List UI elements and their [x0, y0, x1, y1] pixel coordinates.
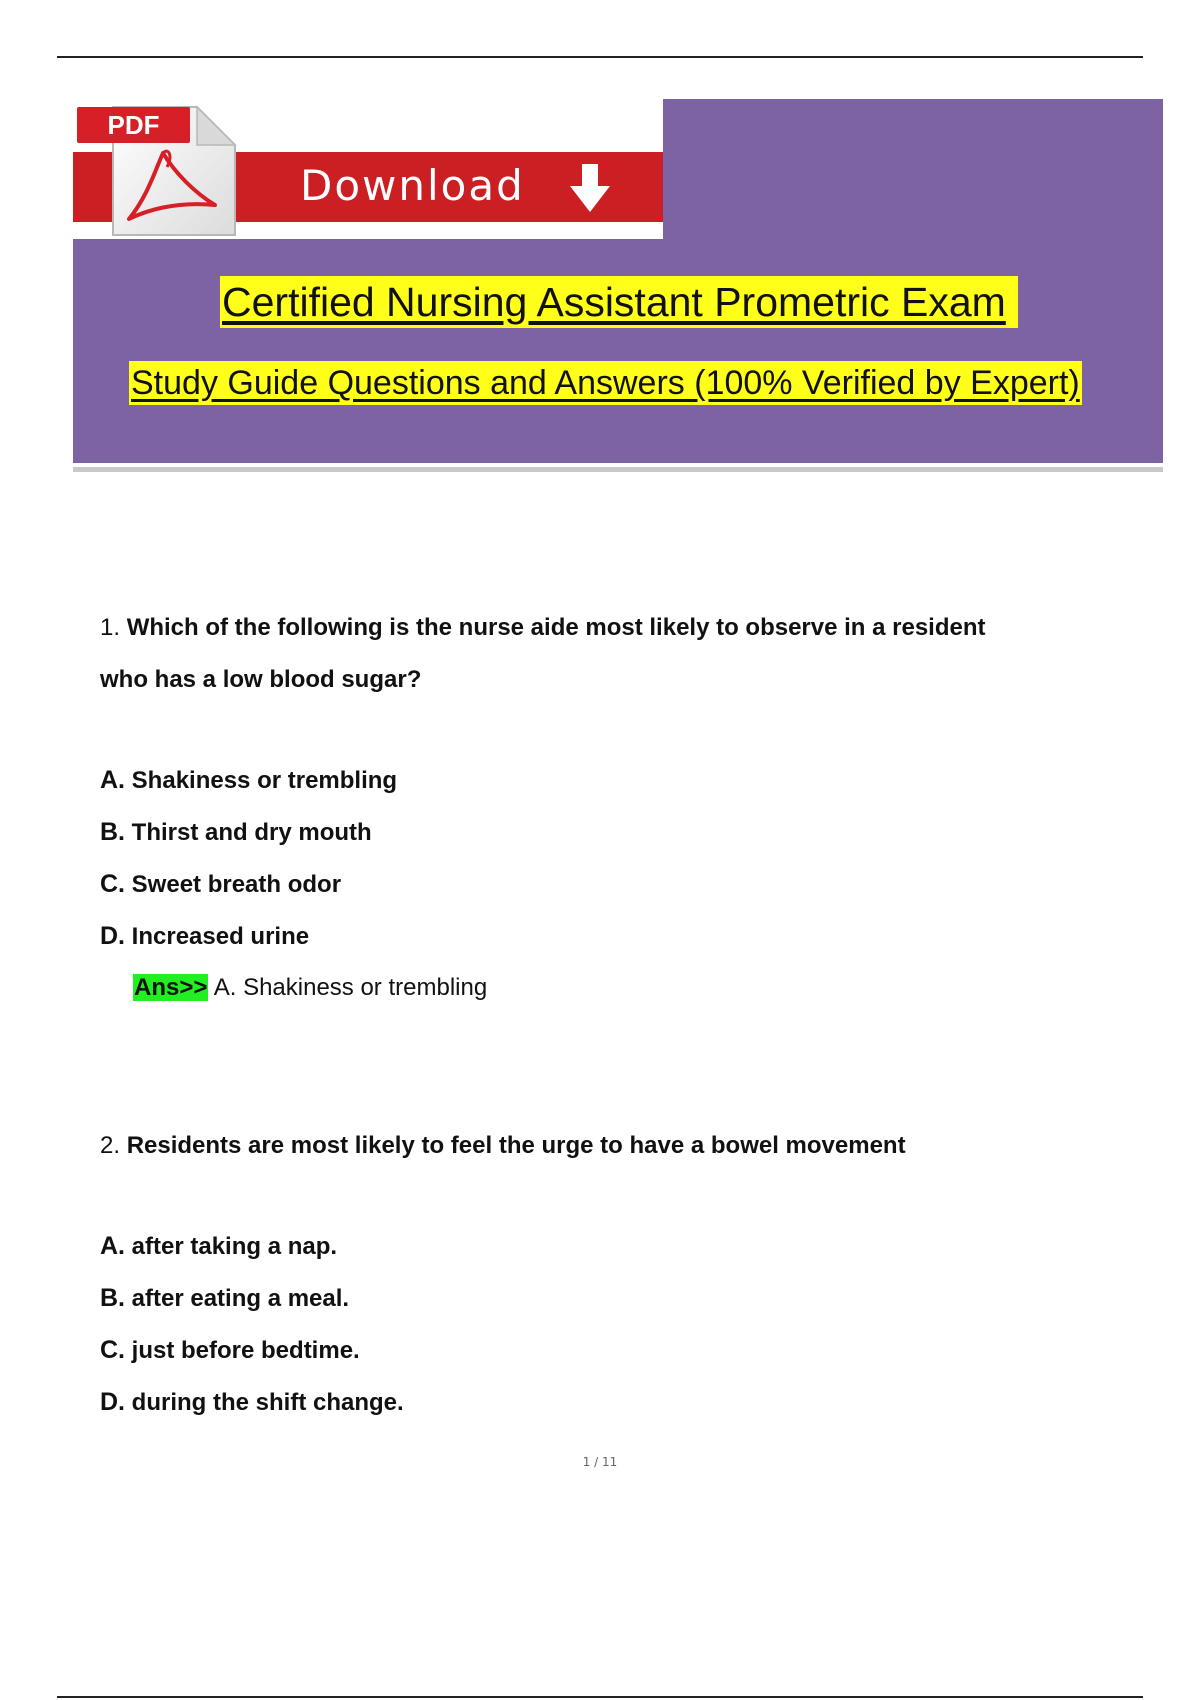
download-arrow-icon[interactable]	[568, 162, 612, 214]
option-d	[100, 910, 309, 962]
option-text: Shakiness or trembling	[131, 767, 398, 794]
option-text: after taking a nap.	[131, 1233, 338, 1260]
option-b	[100, 806, 372, 858]
top-rule	[57, 56, 1143, 58]
option-c	[100, 1324, 360, 1376]
question-number: 1.	[100, 614, 121, 641]
option-text: Thirst and dry mouth	[131, 819, 372, 846]
question-text: Which of the following is the nurse aide most likely to observe in a resident	[126, 614, 986, 641]
page-indicator: 1 / 11	[582, 1455, 618, 1469]
option-c	[100, 858, 341, 910]
option-a	[100, 754, 397, 806]
banner-divider	[73, 467, 1163, 472]
question-number: 2.	[100, 1132, 121, 1159]
option-letter: C.	[100, 870, 125, 898]
answer-tag: Ans>>	[134, 974, 208, 1001]
answer-text: A. Shakiness or trembling	[213, 974, 488, 1001]
question-1	[100, 602, 1060, 654]
question-text: who has a low blood sugar?	[100, 666, 422, 693]
option-d	[100, 1376, 404, 1428]
option-letter: A.	[100, 766, 125, 794]
bottom-rule	[57, 1696, 1143, 1698]
pdf-badge: PDF	[77, 107, 190, 143]
option-letter: D.	[100, 922, 125, 950]
option-text: just before bedtime.	[131, 1337, 360, 1364]
question-2	[100, 1120, 1060, 1172]
question-text: Residents are most likely to feel the urge to have a bowel movement	[126, 1132, 906, 1159]
option-a	[100, 1220, 337, 1272]
document-subtitle: Study Guide Questions and Answers (100% Verified by Expert)	[129, 361, 1082, 405]
option-letter: D.	[100, 1388, 125, 1416]
option-text: Sweet breath odor	[131, 871, 342, 898]
option-letter: B.	[100, 818, 125, 846]
option-letter: B.	[100, 1284, 125, 1312]
option-text: during the shift change.	[131, 1389, 404, 1416]
option-letter: A.	[100, 1232, 125, 1260]
document-title: Certified Nursing Assistant Prometric Exam	[220, 276, 1018, 328]
question-1-continued	[100, 654, 1060, 706]
option-letter: C.	[100, 1336, 125, 1364]
option-b	[100, 1272, 349, 1324]
option-text: Increased urine	[131, 923, 310, 950]
download-label[interactable]: Download	[300, 161, 525, 210]
option-text: after eating a meal.	[131, 1285, 350, 1312]
answer-line	[133, 962, 487, 1014]
